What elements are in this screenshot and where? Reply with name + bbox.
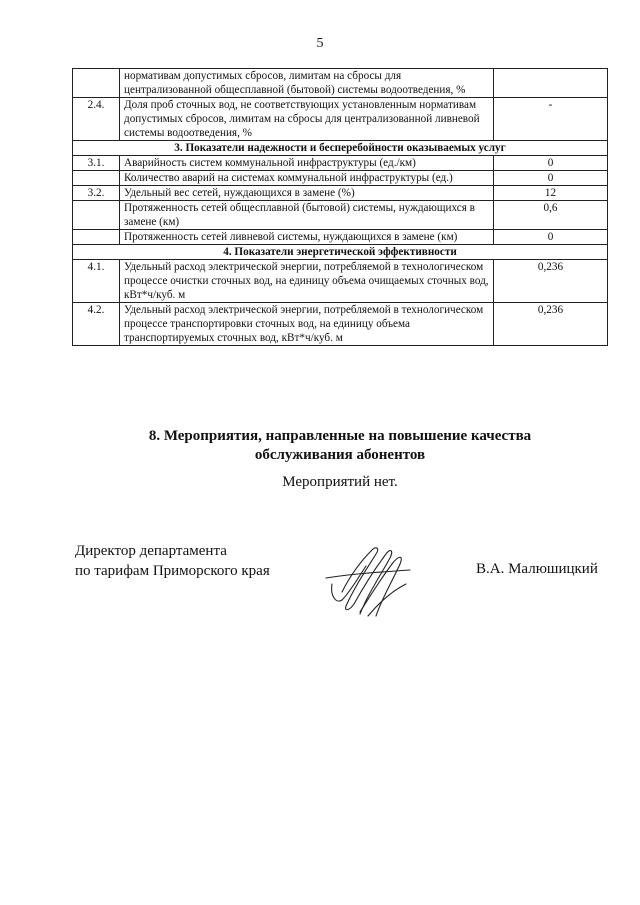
- table-row: [73, 186, 608, 201]
- section-8-heading: [0, 427, 640, 465]
- table-row: [73, 156, 608, 171]
- row-number: 3.1.: [73, 156, 120, 171]
- signatory-name: В.А. Малюшицкий: [476, 561, 598, 577]
- indicator-value: 0,236: [494, 260, 608, 303]
- position-line: по тарифам Приморского края: [75, 562, 270, 579]
- row-number-empty: [73, 201, 120, 230]
- indicator-name: Удельный вес сетей, нуждающихся в замене (%): [120, 186, 494, 201]
- row-number: 4.2.: [73, 303, 120, 346]
- section-header-3: 3. Показатели надежности и бесперебойности оказываемых услуг: [73, 141, 608, 156]
- indicator-name: Удельный расход электрической энергии, потребляемой в технологическом процессе транспортировки сточных вод, на единицу объема транспортируемых сточных вод, кВт*ч/куб. м: [120, 303, 494, 346]
- table-section-row: [73, 141, 608, 156]
- signatory-position: [75, 542, 270, 581]
- indicator-value: -: [494, 98, 608, 141]
- indicator-name: Протяженность сетей общесплавной (бытовой) системы, нуждающихся в замене (км): [120, 201, 494, 230]
- table-section-row: [73, 245, 608, 260]
- handwritten-signature: [320, 534, 415, 624]
- table-row: [73, 303, 608, 346]
- table-row: [73, 230, 608, 245]
- indicator-value: 0,6: [494, 201, 608, 230]
- indicator-name: Удельный расход электрической энергии, потребляемой в технологическом процессе очистки сточных вод, на единицу объема очищаемых сточных вод, кВт*ч/куб. м: [120, 260, 494, 303]
- heading-line: обслуживания абонентов: [254, 446, 426, 463]
- indicator-value: 0: [494, 230, 608, 245]
- row-number: 4.1.: [73, 260, 120, 303]
- table-row: [73, 98, 608, 141]
- indicator-name: Количество аварий на системах коммунальной инфраструктуры (ед.): [120, 171, 494, 186]
- indicator-value: 0: [494, 171, 608, 186]
- row-number: [73, 69, 120, 98]
- indicator-value: 0: [494, 156, 608, 171]
- table-row: [73, 260, 608, 303]
- indicators-table: [72, 68, 608, 346]
- table-row: [73, 69, 608, 98]
- section-header-4: 4. Показатели энергетической эффективности: [73, 245, 608, 260]
- row-number: 2.4.: [73, 98, 120, 141]
- indicator-value: 12: [494, 186, 608, 201]
- table-row: [73, 171, 608, 186]
- heading-line: 8. Мероприятия, направленные на повышение качества: [148, 428, 532, 444]
- indicator-value: 0,236: [494, 303, 608, 346]
- indicator-value: [494, 69, 608, 98]
- indicator-name: Доля проб сточных вод, не соответствующих установленным нормативам допустимых сбросов, лимитам на сбросы для централизованной ливневой системы водоотведения, %: [120, 98, 494, 141]
- row-number-empty: [73, 230, 120, 245]
- row-number: 3.2.: [73, 186, 120, 201]
- position-line: Директор департамента: [75, 543, 227, 559]
- table-row: [73, 201, 608, 230]
- no-measures-note: Мероприятий нет.: [282, 474, 398, 490]
- row-number-empty: [73, 171, 120, 186]
- page-number: 5: [316, 36, 324, 51]
- indicator-name: нормативам допустимых сбросов, лимитам на сбросы для централизованной общесплавной (бытовой) системы водоотведения, %: [120, 69, 494, 98]
- indicator-name: Протяженность сетей ливневой системы, нуждающихся в замене (км): [120, 230, 494, 245]
- indicator-name: Аварийность систем коммунальной инфраструктуры (ед./км): [120, 156, 494, 171]
